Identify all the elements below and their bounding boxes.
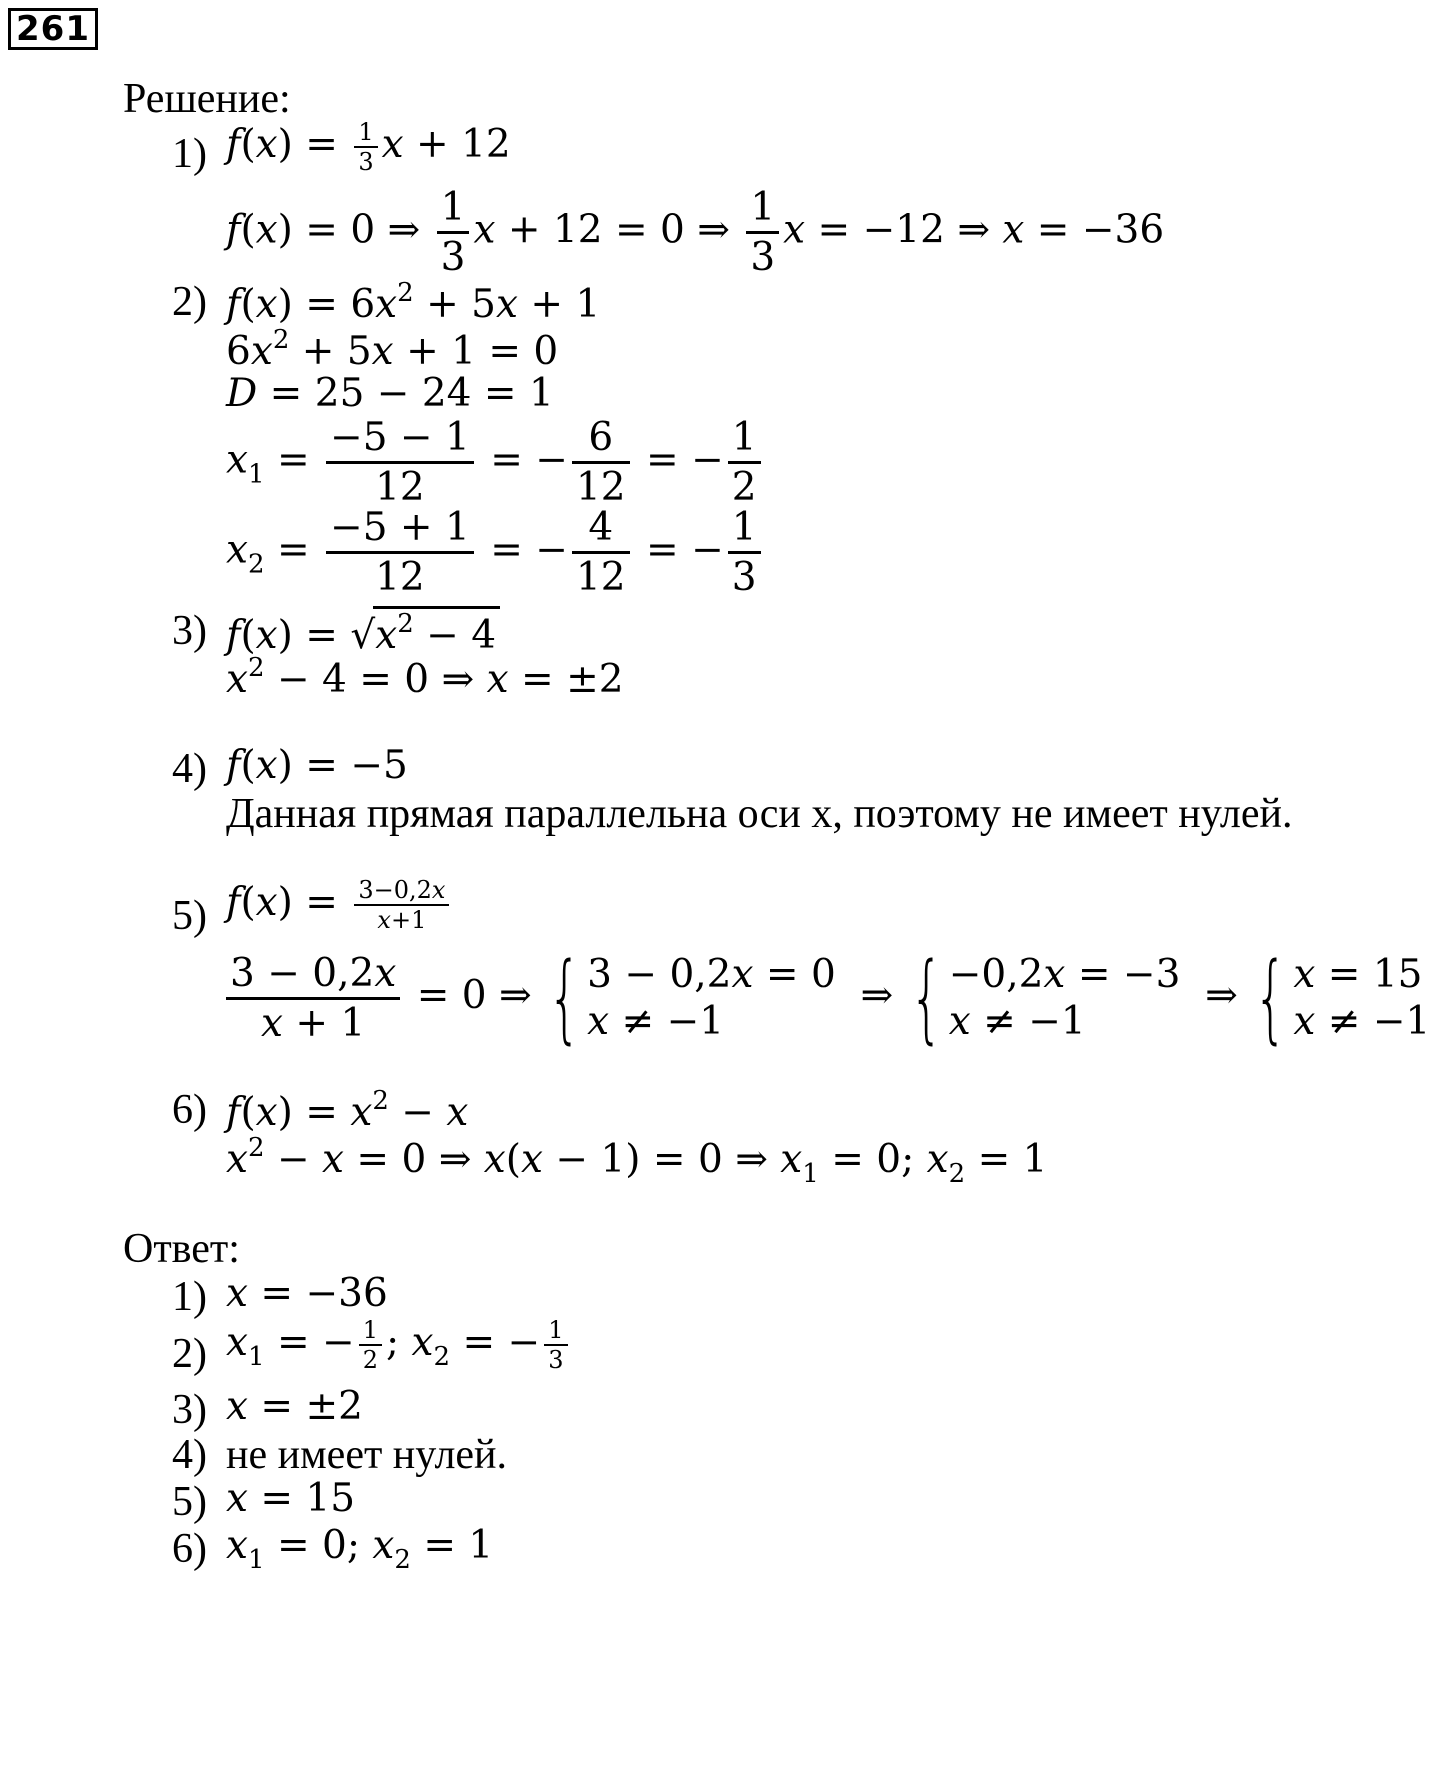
item2-equation: $6x^2 + 5x + 1 = 0$: [226, 325, 559, 374]
answer-5: x = 15: [226, 1476, 356, 1521]
item4-text: Данная прямая параллельна оси x, поэтому не имеет нулей.: [226, 791, 1293, 837]
answer-label-1: 1): [172, 1274, 207, 1320]
item-label-6: 6): [172, 1087, 207, 1133]
item-label-1: 1): [172, 131, 207, 177]
item5-solution: $\frac{3 - 0,2x}{x + 1}$ = 0 ⇒ { 3 − 0,2x = 0 x ≠ −1 ⇒ { −0,2x = −3 x ≠ −1 ⇒ { x = 15 x ≠ −1: [222, 950, 1430, 1046]
item2-root1: $x_1$ = $\frac{-5 - 1}{12}$ = − $\frac{6}{12}$ = − $\frac{1}{2}$: [226, 418, 765, 507]
answer-label-2: 2): [172, 1331, 207, 1377]
solution-heading: Решение:: [123, 76, 291, 122]
item-label-5: 5): [172, 893, 207, 939]
answer-4: не имеет нулей.: [226, 1432, 508, 1478]
item6-function: $f(x) = x^2 - x$: [226, 1086, 469, 1135]
item-label-2: 2): [172, 279, 207, 325]
answer-label-6: 6): [172, 1526, 207, 1572]
item1-solution: f(x) = 0 ⇒ $\frac{1}{3}$ x + 12 = 0 ⇒ $\frac{1}{3}$ x = −12 ⇒ x = −36: [226, 185, 1165, 280]
item2-function: $f(x) = 6x^2 + 5x + 1$: [226, 278, 601, 327]
answer-3: x = ±2: [226, 1384, 363, 1429]
item5-function: f(x) = $\frac{3-0,2x}{x+1}$: [226, 878, 453, 932]
item-label-4: 4): [172, 746, 207, 792]
answer-1: x = −36: [226, 1271, 388, 1316]
answer-heading: Ответ:: [123, 1226, 240, 1272]
item3-function: $f(x) = √x^2 - 4$: [226, 606, 500, 655]
item-label-3: 3): [172, 608, 207, 654]
answer-label-5: 5): [172, 1479, 207, 1525]
item2-root2: $x_2$ = $\frac{-5 + 1}{12}$ = − $\frac{4}{12}$ = − $\frac{1}{3}$: [226, 508, 765, 597]
answer-6: $x_1 = 0$; $x_2 = 1$: [226, 1523, 494, 1575]
item6-solution: $x^2 - x = 0$ ⇒ x(x − 1) = 0 ⇒ $x_1 = 0$; $x_2 = 1$: [226, 1133, 1048, 1189]
problem-number: 261: [8, 8, 98, 50]
answer-label-3: 3): [172, 1387, 207, 1433]
item3-solution: $x^2 - 4 = 0$ ⇒ x = ±2: [226, 653, 624, 702]
item4-function: f(x) = −5: [226, 743, 408, 788]
item2-discriminant: D = 25 − 24 = 1: [226, 371, 554, 416]
answer-label-4: 4): [172, 1432, 207, 1478]
answer-2: $x_1$ = − $\frac{1}{2}$ ; $x_2$ = − $\frac{1}{3}$: [226, 1318, 572, 1372]
item1-function: f(x) = $\frac{1}{3}$ x + 12: [226, 118, 511, 176]
